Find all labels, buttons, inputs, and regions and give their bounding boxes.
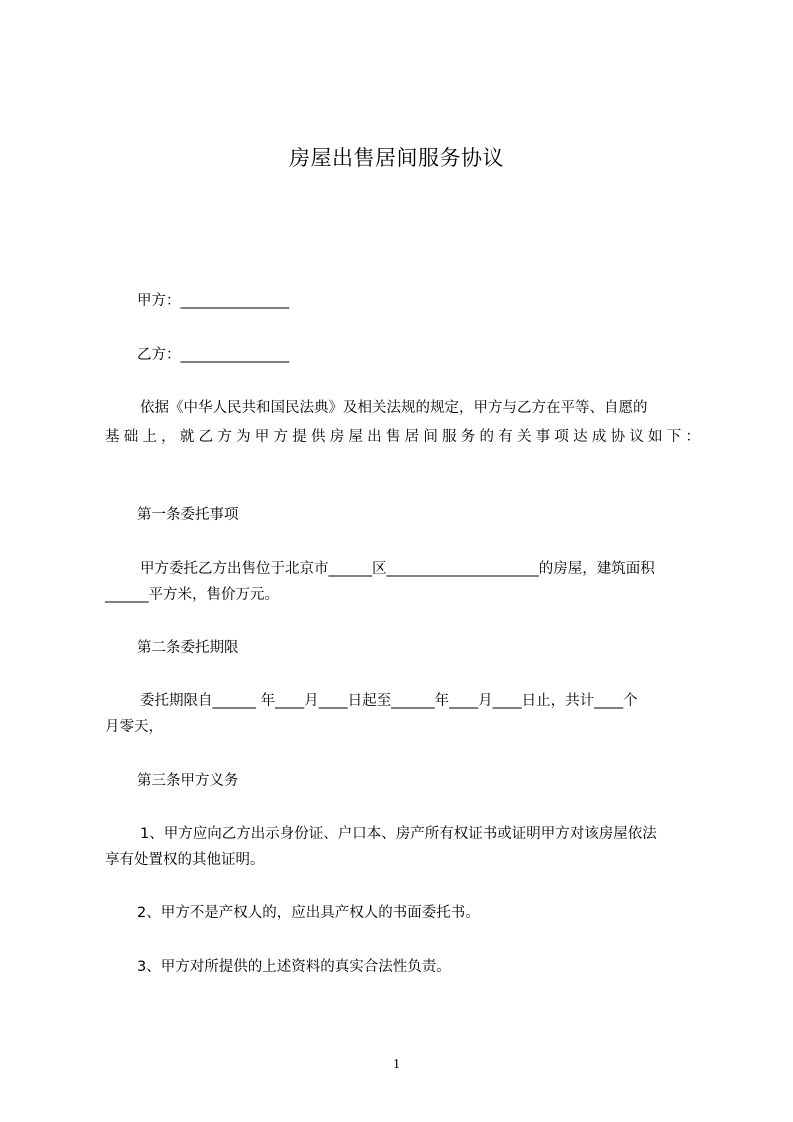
- party-a-line: 甲方：_______________: [137, 293, 290, 309]
- article-3-heading: 第三条甲方义务: [137, 773, 239, 789]
- document-title: 房屋出售居间服务协议: [289, 146, 504, 170]
- article-2-heading: 第二条委托期限: [137, 640, 239, 656]
- party-b-line: 乙方：_______________: [137, 347, 290, 363]
- article-3-item-2: 2、甲方不是产权人的，应出具产权人的书面委托书。: [137, 905, 480, 921]
- intro-line-1: 依据《中华人民共和国民法典》及相关法规的规定，甲方与乙方在平等、自愿的: [140, 400, 648, 416]
- intro-line-2: 基础上，就乙方为甲方提供房屋出售居间服务的有关事项达成协议如下：: [105, 429, 700, 445]
- article-1-line-1: 甲方委托乙方出售位于北京市______区_____________________的房屋，建筑面积: [140, 561, 655, 577]
- article-1-line-2: ______平方米，售价万元。: [105, 587, 279, 603]
- article-2-line-2: 月零天，: [105, 719, 163, 735]
- article-3-item-1-line-2: 享有处置权的其他证明。: [105, 852, 265, 868]
- article-3-item-3: 3、甲方对所提供的上述资料的真实合法性负责。: [137, 959, 451, 975]
- article-3-item-1-line-1: 1、甲方应向乙方出示身份证、户口本、房产所有权证书或证明甲方对该房屋依法: [140, 826, 657, 842]
- article-2-line-1: 委托期限自______ 年____月____日起至______年____月____日止，共计____个: [140, 693, 638, 709]
- page-number: 1: [393, 1057, 400, 1072]
- article-1-heading: 第一条委托事项: [137, 507, 239, 523]
